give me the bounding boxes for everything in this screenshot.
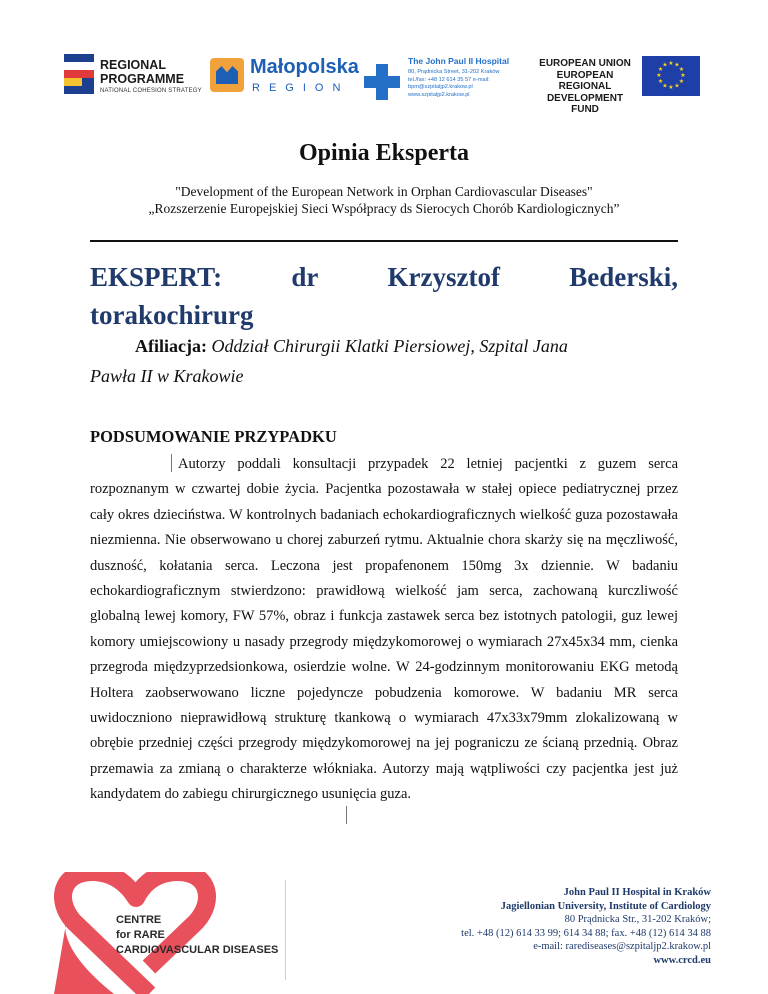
svg-text:★: ★ bbox=[680, 72, 686, 79]
affiliation-continued: Pawła II w Krakowie bbox=[90, 366, 244, 386]
text-cursor-end bbox=[346, 806, 347, 824]
hospital-phone: tel./fax: +48 12 614 35 57 e-mail: bbox=[408, 76, 490, 83]
malopolska-region: REGION bbox=[252, 82, 350, 94]
expert-first-name: Krzysztof bbox=[387, 262, 500, 292]
footer-phone: tel. +48 (12) 614 33 99; 614 34 88; fax. +48 (12) 614 34 88 bbox=[461, 927, 711, 939]
svg-text:★: ★ bbox=[668, 84, 674, 91]
svg-text:★: ★ bbox=[678, 66, 685, 73]
expert-label: EKSPERT: bbox=[90, 262, 223, 292]
hospital-title: The John Paul II Hospital bbox=[408, 56, 510, 66]
regional-sub: NATIONAL COHESION STRATEGY bbox=[100, 88, 202, 94]
hospital-email: bpm@szpitaljp2.krakow.pl bbox=[408, 84, 473, 91]
eu-line2: EUROPEAN REGIONAL bbox=[556, 69, 614, 92]
svg-text:★: ★ bbox=[657, 78, 664, 85]
subtitle-en: "Development of the European Network in Orphan Cardiovascular Diseases" bbox=[175, 184, 593, 199]
centre-name bbox=[116, 913, 278, 958]
footer-website[interactable]: www.crcd.eu bbox=[653, 954, 711, 966]
regional-line1: REGIONAL bbox=[100, 58, 166, 72]
eu-line1: EUROPEAN UNION bbox=[539, 58, 631, 69]
svg-text:★: ★ bbox=[668, 60, 674, 67]
expert-title: dr bbox=[291, 262, 319, 292]
eu-flag-icon bbox=[642, 56, 700, 96]
expert-specialty: torakochirurg bbox=[90, 300, 254, 330]
footer-email[interactable]: e-mail: rarediseases@szpitaljp2.krakow.pl bbox=[533, 941, 711, 952]
malopolska-logo bbox=[210, 56, 370, 100]
section-heading: PODSUMOWANIE PRZYPADKU bbox=[90, 427, 337, 446]
expert-last-name: Bederski, bbox=[569, 262, 678, 292]
poland-flag-icon bbox=[64, 54, 94, 94]
svg-text:★: ★ bbox=[662, 61, 668, 69]
malopolska-crown-icon bbox=[210, 58, 244, 92]
divider bbox=[90, 240, 678, 242]
svg-text:★: ★ bbox=[656, 72, 662, 79]
affiliation-label: Afiliacja: bbox=[135, 336, 207, 356]
svg-text:★: ★ bbox=[674, 61, 680, 69]
hospital-address: 80, Prądnicka Street, 31-202 Kraków bbox=[408, 69, 500, 75]
malopolska-title: Małopolska bbox=[250, 56, 359, 78]
svg-text:★: ★ bbox=[657, 66, 664, 73]
eu-logo bbox=[534, 56, 704, 115]
regional-programme-logo bbox=[64, 50, 214, 100]
svg-text:★: ★ bbox=[678, 78, 685, 85]
case-summary-text: Autorzy poddali konsultacji przypadek 22 letniej pacjentki z guzem serca rozpoznanym w czwartej dobie życia. Pacjentka pozostawała w stałej opiece pediatrycznej przez cały okres dzieciństwa. W kontrolnych badaniach echokardiograficznych wielkość guza pozostawała niezmienna. Nie obserwowano u chorej zaburzeń rytmu. Aktualnie chora skarży się na męczliwość, duszność, kołatania serca. Leczona jest propafenonem 150mg 3x dziennie. W badaniu echokardiograficznym stwierdzono: prawidłową wielkość jam serca, zachowaną kurczliwość globalną lewej komory, FW 57%, obraz i funkcja zastawek serca bez istotnych patologii, guz lewej komory umiejscowiony u nasady przegrody międzykomorowej o wymiarach 27x45x34 mm, cienka przegroda międzyprzedsionkowa, osierdzie wolne. W 24-godzinnym monitorowaniu EKG metodą Holtera zaobserwowano liczne pojedyncze pobudzenia komorowe. W badaniu MR serca uwidoczniono nieprawidłową strukturę tkankową o wymiarach 47x33x79mm zlokalizowaną w obrębie przedniej części przegrody międzykomorowej na jej pograniczu ze ścianą przednią. Obraz przemawia za zmianą o charakterze włókniaka. Autorzy mają wątpliwości czy pacjentka jest już kandydatem do zabiegu chirurgicznego usunięcia guza. bbox=[90, 456, 678, 803]
svg-text:★: ★ bbox=[674, 82, 680, 90]
expert-heading bbox=[90, 258, 678, 334]
case-summary bbox=[90, 452, 678, 808]
svg-text:★: ★ bbox=[662, 82, 668, 90]
footer-contact bbox=[461, 886, 711, 967]
affiliation-value: Oddział Chirurgii Klatki Piersiowej, Szpital Jana bbox=[211, 336, 568, 356]
footer-address: 80 Prądnicka Str., 31-202 Kraków; bbox=[564, 914, 711, 925]
eu-line3: DEVELOPMENT FUND bbox=[546, 92, 624, 115]
footer-divider bbox=[285, 880, 286, 980]
footer-hospital: John Paul II Hospital in Kraków bbox=[563, 887, 711, 898]
footer-university: Jagiellonian University, Institute of Cardiology bbox=[500, 900, 711, 912]
page-title: Opinia Eksperta bbox=[298, 140, 470, 166]
affiliation bbox=[135, 331, 680, 361]
subtitle-pl: „Rozszerzenie Europejskiej Sieci Współpracy ds Sierocych Chorób Kardiologicznych” bbox=[148, 201, 620, 216]
centre-line1: CENTRE bbox=[116, 914, 162, 926]
regional-line2: PROGRAMME bbox=[100, 72, 185, 86]
project-subtitle bbox=[0, 183, 768, 217]
centre-line2: for RARE bbox=[116, 929, 165, 941]
medical-cross-icon bbox=[364, 64, 400, 100]
hospital-website: www.szpitaljp2.krakow.pl bbox=[408, 91, 470, 98]
hospital-logo bbox=[364, 56, 524, 120]
centre-line3: CARDIOVASCULAR DISEASES bbox=[116, 944, 279, 956]
